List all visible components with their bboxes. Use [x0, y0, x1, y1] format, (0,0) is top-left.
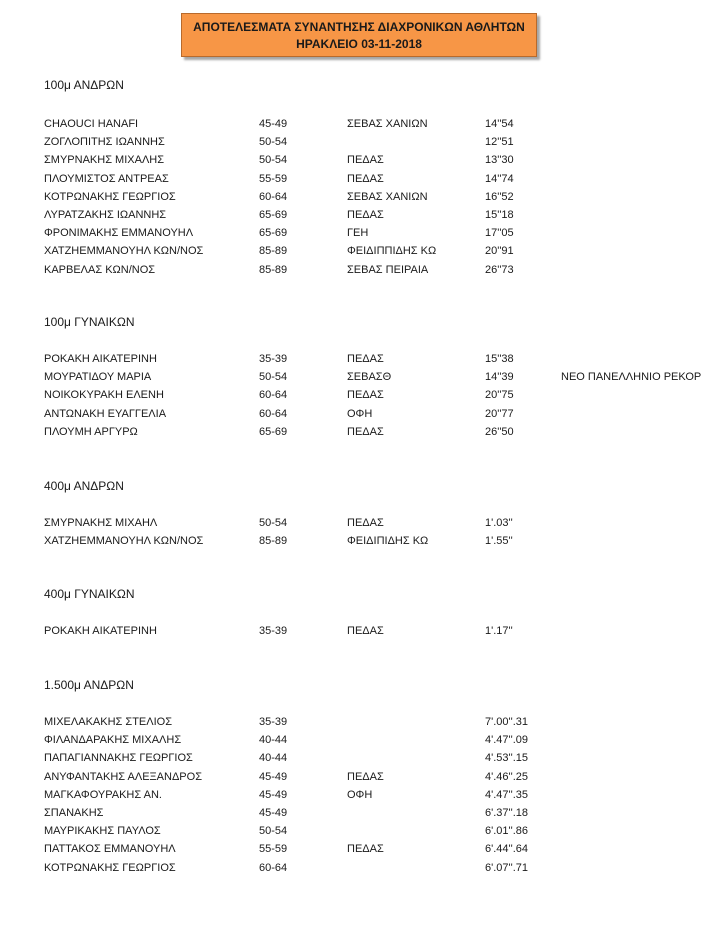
- result-club: ΠΕΔΑΣ: [347, 389, 384, 402]
- result-row: [0, 862, 720, 880]
- result-time: 1'.03'': [485, 517, 513, 529]
- result-time: 4'.53''.15: [485, 752, 529, 765]
- result-age: 45-49: [259, 118, 288, 130]
- section-title: 100μ ΓΥΝΑΙΚΩΝ: [44, 315, 135, 329]
- result-time: 20''77: [485, 407, 514, 420]
- result-age: 50-54: [259, 136, 288, 149]
- result-row: [0, 408, 720, 426]
- result-name: ΜΙΧΕΛΑΚΑΚΗΣ ΣΤΕΛΙΟΣ: [44, 716, 173, 728]
- result-age: 65-69: [259, 209, 288, 221]
- result-time: 13''30: [485, 154, 514, 167]
- result-name: ΠΛΟΥΜΗ ΑΡΓΥΡΩ: [44, 425, 138, 438]
- result-club: ΓΕΗ: [347, 227, 369, 240]
- result-club: ΦΕΙΔΙΠΠΙΔΗΣ ΚΩ: [347, 245, 437, 258]
- section-title: 400μ ΓΥΝΑΙΚΩΝ: [44, 587, 135, 601]
- result-row: [0, 173, 720, 191]
- result-age: 65-69: [259, 227, 288, 240]
- result-age: 40-44: [259, 734, 288, 747]
- result-club: ΦΕΙΔΙΠΙΔΗΣ ΚΩ: [347, 535, 429, 548]
- result-row: [0, 191, 720, 209]
- result-name: ΦΡΟΝΙΜΑΚΗΣ ΕΜΜΑΝΟΥΗΛ: [44, 227, 194, 240]
- result-name: ΚΟΤΡΩΝΑΚΗΣ ΓΕΩΡΓΙΟΣ: [44, 861, 176, 874]
- result-row: [0, 264, 720, 282]
- result-row: [0, 118, 720, 136]
- result-name: ΧΑΤΖΗΕΜΜΑΝΟΥΗΛ ΚΩΝ/ΝΟΣ: [44, 535, 204, 548]
- result-club: ΠΕΔΑΣ: [347, 172, 384, 185]
- result-age: 85-89: [259, 263, 288, 276]
- result-row: [0, 245, 720, 263]
- result-row: [0, 227, 720, 245]
- result-name: ΠΑΤΤΑΚΟΣ ΕΜΜΑΝΟΥΗΛ: [44, 843, 176, 856]
- result-time: 6'.07''.71: [485, 861, 529, 874]
- result-name: ΛΥΡΑΤΖΑΚΗΣ ΙΩΑΝΝΗΣ: [44, 209, 167, 221]
- result-name: ΜΑΥΡΙΚΑΚΗΣ ΠΑΥΛΟΣ: [44, 825, 161, 838]
- result-age: 35-39: [259, 353, 288, 365]
- result-time: 14''39: [485, 371, 514, 384]
- result-name: ΠΛΟΥΜΙΣΤΟΣ ΑΝΤΡΕΑΣ: [44, 172, 169, 185]
- result-age: 55-59: [259, 843, 288, 856]
- result-club: ΟΦΗ: [347, 407, 373, 420]
- results-title-box: [181, 13, 537, 57]
- result-time: 20''91: [485, 245, 514, 258]
- result-time: 20''75: [485, 389, 514, 402]
- result-row: [0, 209, 720, 227]
- result-row: [0, 843, 720, 861]
- result-name: ΑΝΥΦΑΝΤΑΚΗΣ ΑΛΕΞΑΝΔΡΟΣ: [44, 770, 203, 783]
- result-time: 14''54: [485, 118, 514, 130]
- result-row: [0, 136, 720, 154]
- result-name: ΚΑΡΒΕΛΑΣ ΚΩΝ/ΝΟΣ: [44, 263, 156, 276]
- result-row: [0, 154, 720, 172]
- result-club: ΟΦΗ: [347, 788, 373, 801]
- result-age: 50-54: [259, 825, 288, 838]
- result-row: [0, 825, 720, 843]
- result-age: 60-64: [259, 190, 288, 203]
- results-date: ΗΡΑΚΛΕΙΟ 03-11-2018: [296, 37, 422, 51]
- result-club: ΠΕΔΑΣ: [347, 517, 384, 529]
- result-time: 16''52: [485, 190, 514, 203]
- result-row: [0, 734, 720, 752]
- section-title: 400μ ΑΝΔΡΩΝ: [44, 479, 124, 493]
- result-age: 50-54: [259, 154, 288, 167]
- result-name: ΡΟΚΑΚΗ ΑΙΚΑΤΕΡΙΝΗ: [44, 625, 157, 637]
- result-time: 1'.55'': [485, 535, 513, 548]
- result-time: 1'.17'': [485, 625, 513, 637]
- result-row: [0, 426, 720, 444]
- result-time: 4'.46''.25: [485, 770, 529, 783]
- result-age: 35-39: [259, 625, 288, 637]
- section-title: 100μ ΑΝΔΡΩΝ: [44, 78, 124, 92]
- result-club: ΣΕΒΑΣΘ: [347, 371, 392, 384]
- result-age: 45-49: [259, 788, 288, 801]
- result-age: 85-89: [259, 245, 288, 258]
- result-age: 65-69: [259, 425, 288, 438]
- result-time: 14''74: [485, 172, 514, 185]
- result-time: 26''73: [485, 263, 514, 276]
- result-name: ΣΜΥΡΝΑΚΗΣ ΜΙΧΑΛΗΣ: [44, 154, 165, 167]
- result-row: [0, 535, 720, 553]
- result-name: ΠΑΠΑΓΙΑΝΝΑΚΗΣ ΓΕΩΡΓΙΟΣ: [44, 752, 193, 765]
- result-name: ΡΟΚΑΚΗ ΑΙΚΑΤΕΡΙΝΗ: [44, 353, 157, 365]
- result-row: [0, 771, 720, 789]
- result-name: ΣΠΑΝΑΚΗΣ: [44, 807, 104, 819]
- result-name: ΜΟΥΡΑΤΙΔΟΥ ΜΑΡΙΑ: [44, 371, 152, 384]
- result-note: ΝΕΟ ΠΑΝΕΛΛΗΝΙΟ ΡΕΚΟΡ: [561, 371, 702, 384]
- result-club: ΣΕΒΑΣ ΠΕΙΡΑΙΑ: [347, 263, 429, 276]
- result-age: 60-64: [259, 861, 288, 874]
- result-row: [0, 353, 720, 371]
- result-name: ΧΑΤΖΗΕΜΜΑΝΟΥΗΛ ΚΩΝ/ΝΟΣ: [44, 245, 204, 258]
- result-age: 60-64: [259, 407, 288, 420]
- results-title: ΑΠΟΤΕΛΕΣΜΑΤΑ ΣΥΝΑΝΤΗΣΗΣ ΔΙΑΧΡΟΝΙΚΩΝ ΑΘΛΗΤΩΝ: [193, 20, 525, 34]
- result-row: [0, 625, 720, 643]
- result-time: 15''18: [485, 209, 514, 221]
- result-time: 6'.37''.18: [485, 807, 529, 819]
- result-time: 6'.44''.64: [485, 843, 529, 856]
- result-row: [0, 371, 720, 389]
- result-club: ΠΕΔΑΣ: [347, 770, 384, 783]
- result-time: 4'.47''.35: [485, 788, 529, 801]
- result-time: 17''05: [485, 227, 514, 240]
- result-row: [0, 389, 720, 407]
- result-row: [0, 517, 720, 535]
- result-club: ΠΕΔΑΣ: [347, 843, 384, 856]
- result-name: ΜΑΓΚΑΦΟΥΡΑΚΗΣ ΑΝ.: [44, 788, 162, 801]
- result-time: 12''51: [485, 136, 514, 149]
- result-age: 85-89: [259, 535, 288, 548]
- result-name: ΣΜΥΡΝΑΚΗΣ ΜΙΧΑΗΛ: [44, 517, 158, 529]
- result-name: ΝΟΙΚΟΚΥΡΑΚΗ ΕΛΕΝΗ: [44, 389, 164, 402]
- result-age: 45-49: [259, 770, 288, 783]
- result-name: ΑΝΤΩΝΑΚΗ ΕΥΑΓΓΕΛΙΑ: [44, 407, 167, 420]
- result-row: [0, 716, 720, 734]
- result-club: ΣΕΒΑΣ ΧΑΝΙΩΝ: [347, 190, 428, 203]
- result-row: [0, 807, 720, 825]
- result-club: ΠΕΔΑΣ: [347, 625, 384, 637]
- result-time: 4'.47''.09: [485, 734, 529, 747]
- result-name: CHAOUCI HANAFI: [44, 118, 139, 130]
- result-club: ΠΕΔΑΣ: [347, 209, 384, 221]
- result-age: 50-54: [259, 371, 288, 384]
- result-name: ΦΙΛΑΝΔΑΡΑΚΗΣ ΜΙΧΑΛΗΣ: [44, 734, 182, 747]
- result-name: ΚΟΤΡΩΝΑΚΗΣ ΓΕΩΡΓΙΟΣ: [44, 190, 176, 203]
- result-club: ΣΕΒΑΣ ΧΑΝΙΩΝ: [347, 118, 428, 130]
- result-age: 40-44: [259, 752, 288, 765]
- result-age: 55-59: [259, 172, 288, 185]
- result-club: ΠΕΔΑΣ: [347, 353, 384, 365]
- result-time: 26''50: [485, 425, 514, 438]
- result-time: 7'.00''.31: [485, 716, 529, 728]
- result-age: 35-39: [259, 716, 288, 728]
- result-row: [0, 789, 720, 807]
- result-age: 45-49: [259, 807, 288, 819]
- result-row: [0, 752, 720, 770]
- result-age: 50-54: [259, 517, 288, 529]
- result-name: ΖΟΓΛΟΠΙΤΗΣ ΙΩΑΝΝΗΣ: [44, 136, 165, 149]
- section-title: 1.500μ ΑΝΔΡΩΝ: [44, 678, 134, 692]
- result-club: ΠΕΔΑΣ: [347, 154, 384, 167]
- result-age: 60-64: [259, 389, 288, 402]
- result-club: ΠΕΔΑΣ: [347, 425, 384, 438]
- result-time: 6'.01''.86: [485, 825, 529, 838]
- result-time: 15''38: [485, 353, 514, 365]
